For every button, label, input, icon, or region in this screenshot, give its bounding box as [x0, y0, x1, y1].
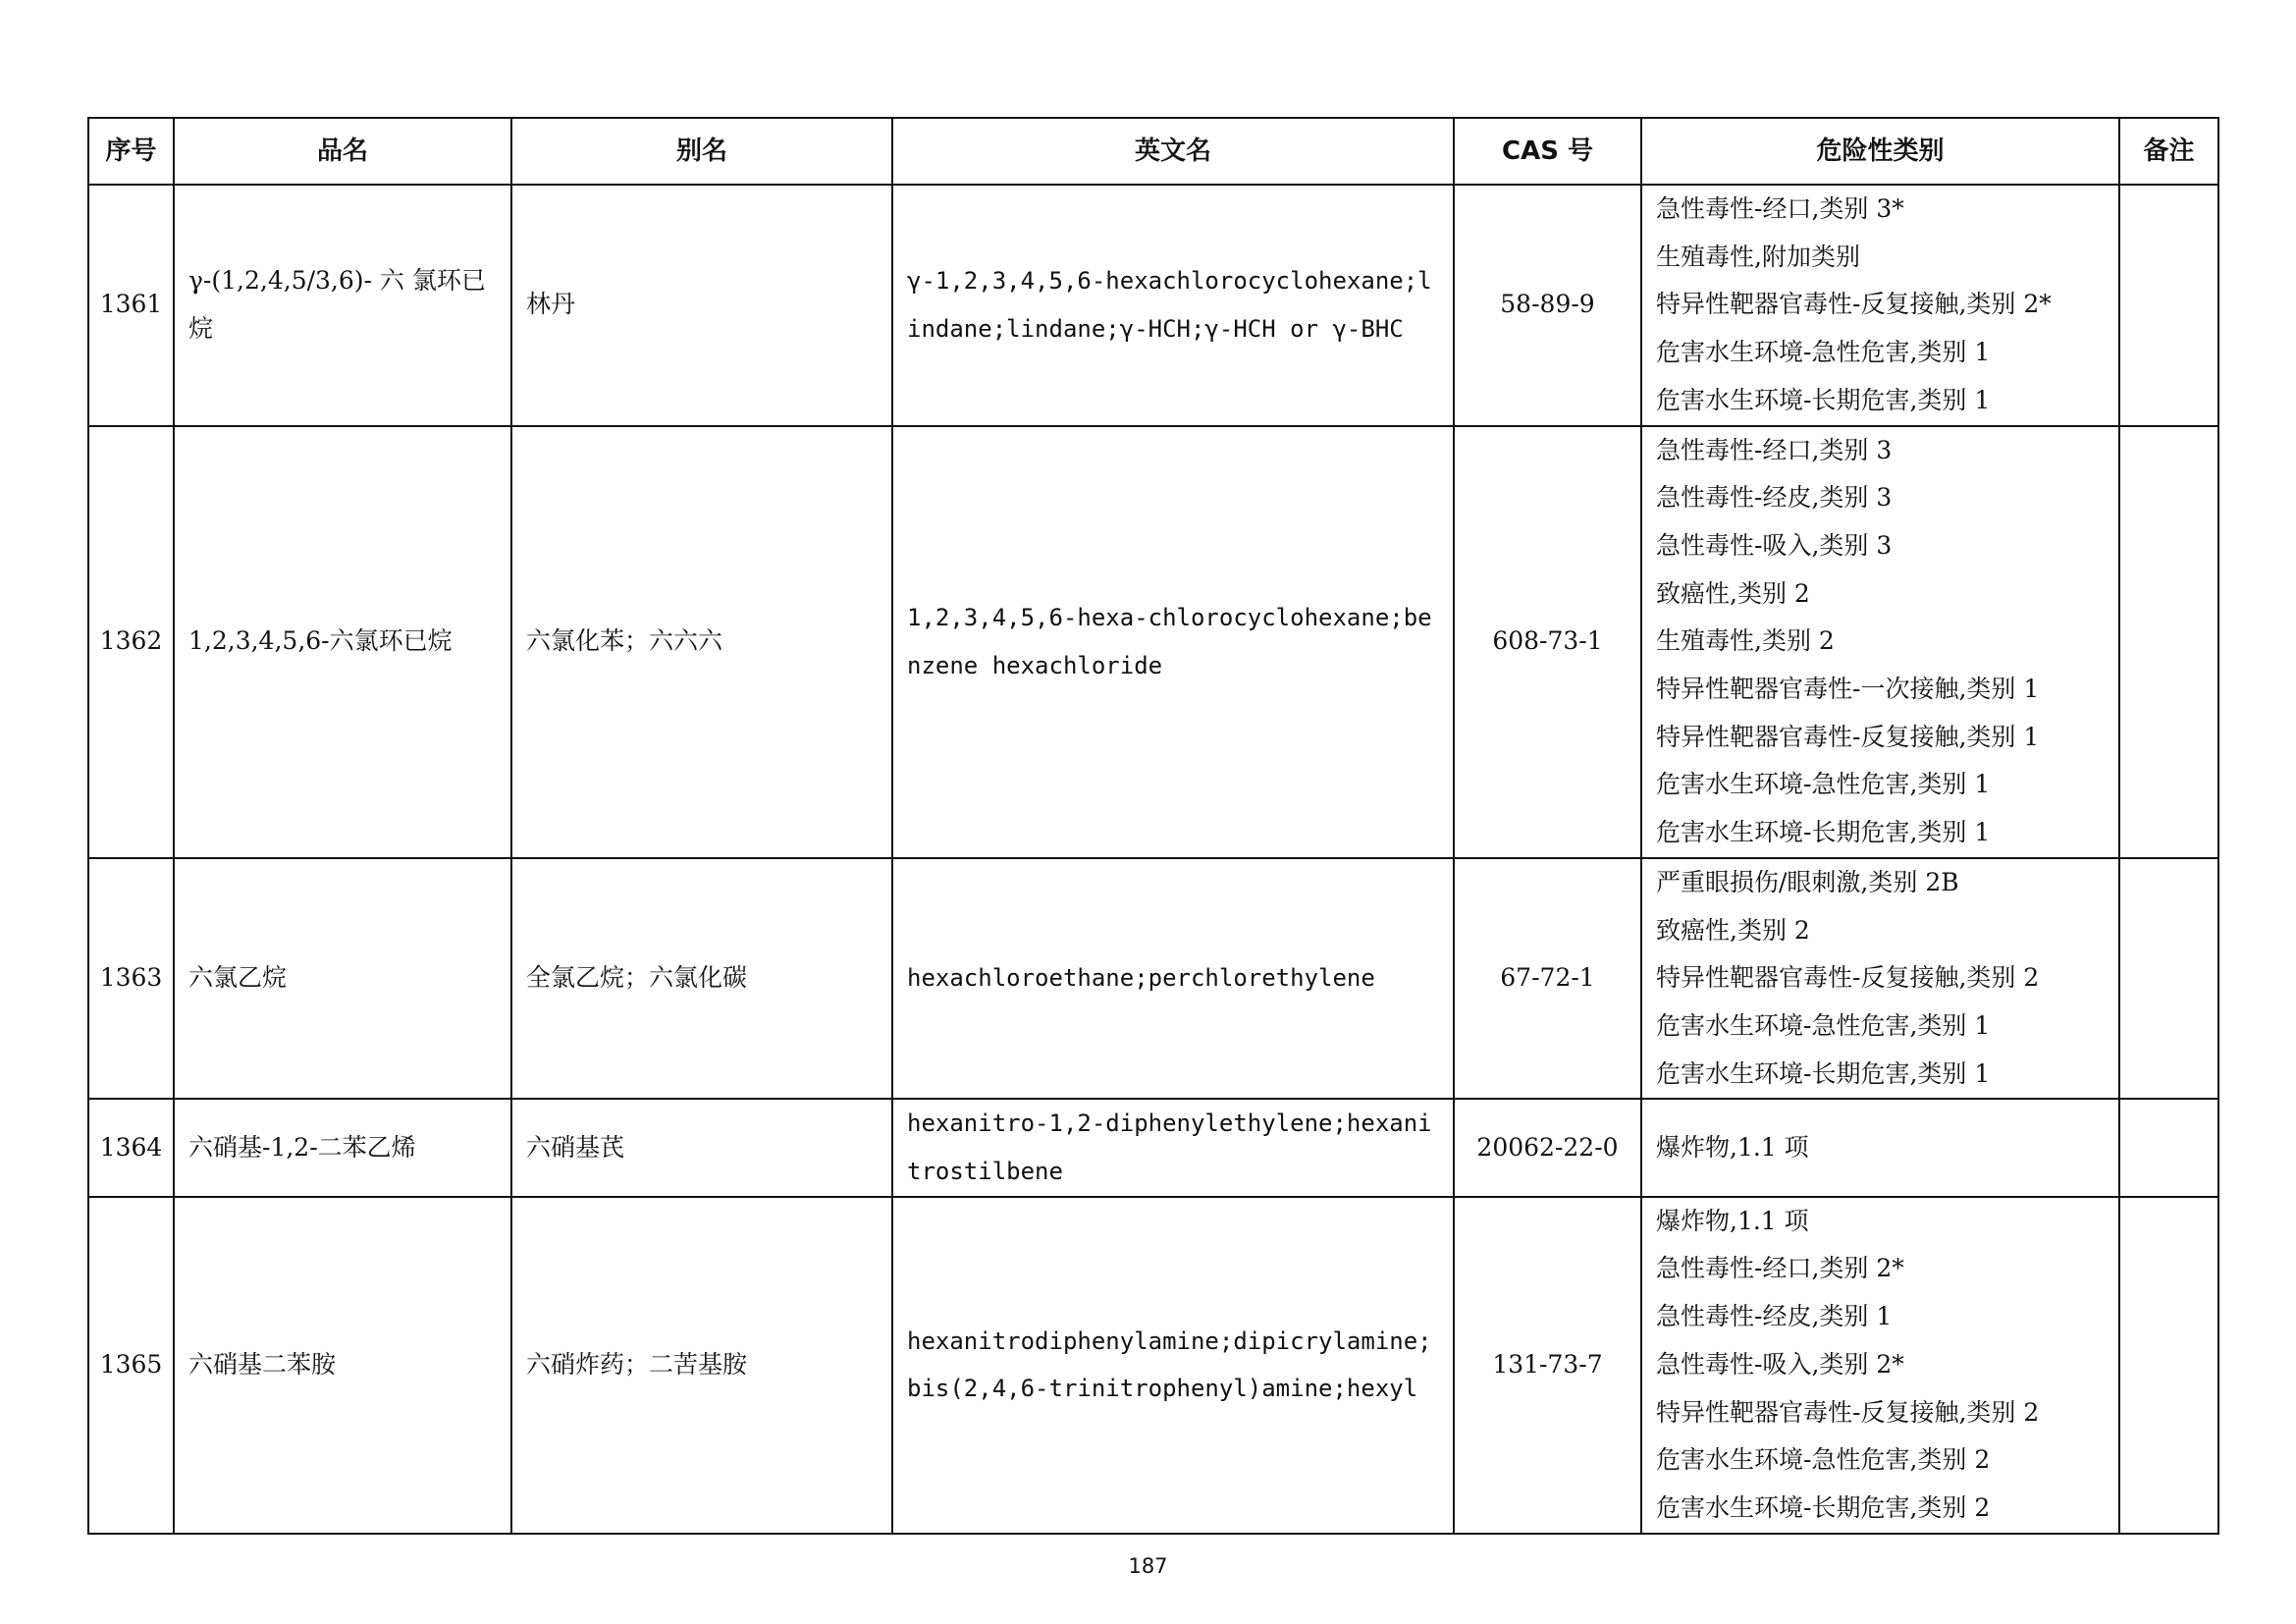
hazard-item: 爆炸物,1.1 项: [1656, 1132, 1809, 1162]
hazard-item: 急性毒性-经皮,类别 3: [1656, 483, 1893, 513]
hazard-item: 危害水生环境-长期危害,类别 2: [1656, 1492, 1991, 1522]
row-name: 1,2,3,4,5,6-六氯环已烷: [174, 426, 511, 858]
row-cas: 608-73-1: [1454, 426, 1641, 858]
hazard-item: 危害水生环境-急性危害,类别 1: [1656, 1010, 1991, 1040]
row-name: 六氯乙烷: [174, 858, 511, 1100]
header-alias: 别名: [511, 118, 892, 185]
hazard-item: 急性毒性-经皮,类别 1: [1656, 1302, 1893, 1331]
row-name: γ-(1,2,4,5/3,6)- 六 氯环已烷: [174, 185, 511, 426]
hazard-item: 特异性靶器官毒性-反复接触,类别 2: [1656, 1397, 2040, 1427]
hazard-item: 急性毒性-经口,类别 2*: [1656, 1254, 1904, 1283]
hazard-item: 生殖毒性,类别 2: [1656, 626, 1835, 656]
header-english-name: 英文名: [892, 118, 1454, 185]
hazard-item: 致癌性,类别 2: [1656, 578, 1810, 608]
hazard-item: 急性毒性-经口,类别 3*: [1656, 194, 1904, 223]
row-seq: 1362: [88, 426, 174, 858]
hazard-item: 急性毒性-吸入,类别 2*: [1656, 1349, 1904, 1379]
row-hazards: [1641, 1197, 2119, 1534]
hazard-item: 急性毒性-经口,类别 3: [1656, 435, 1893, 464]
row-alias: 六硝炸药；二苦基胺: [511, 1197, 892, 1534]
row-remark: [2119, 185, 2218, 426]
hazard-item: 危害水生环境-急性危害,类别 1: [1656, 338, 1991, 367]
row-alias: 全氯乙烷；六氯化碳: [511, 858, 892, 1100]
row-name: 六硝基-1,2-二苯乙烯: [174, 1099, 511, 1196]
hazard-item: 致癌性,类别 2: [1656, 915, 1810, 945]
hazard-item: 生殖毒性,附加类别: [1656, 242, 1860, 271]
hazard-item: 危害水生环境-长期危害,类别 1: [1656, 1058, 1991, 1088]
row-seq: 1361: [88, 185, 174, 426]
hazard-item: 急性毒性-吸入,类别 3: [1656, 530, 1893, 560]
hazard-item: 特异性靶器官毒性-反复接触,类别 1: [1656, 722, 2040, 751]
row-cas: 67-72-1: [1454, 858, 1641, 1100]
row-name: 六硝基二苯胺: [174, 1197, 511, 1534]
hazard-item: 特异性靶器官毒性-反复接触,类别 2: [1656, 963, 2040, 993]
hazardous-chemicals-table: [87, 117, 2219, 1535]
row-cas: 58-89-9: [1454, 185, 1641, 426]
row-english-name: 1,2,3,4,5,6-hexa-chlorocyclohexane;benzene hexachloride: [892, 426, 1454, 858]
table-row: [88, 1099, 2218, 1196]
row-seq: 1364: [88, 1099, 174, 1196]
row-hazards: [1641, 426, 2119, 858]
row-remark: [2119, 1197, 2218, 1534]
hazard-item: 爆炸物,1.1 项: [1656, 1206, 1809, 1235]
row-english-name: hexanitrodiphenylamine;dipicrylamine;bis(2,4,6-trinitrophenyl)amine;hexyl: [892, 1197, 1454, 1534]
row-alias: 六氯化苯；六六六: [511, 426, 892, 858]
hazard-item: 危害水生环境-急性危害,类别 1: [1656, 770, 1991, 799]
row-remark: [2119, 858, 2218, 1100]
table-row: [88, 1197, 2218, 1534]
header-seq: 序号: [88, 118, 174, 185]
row-remark: [2119, 426, 2218, 858]
header-name: 品名: [174, 118, 511, 185]
hazard-item: 危害水生环境-长期危害,类别 1: [1656, 385, 1991, 414]
row-remark: [2119, 1099, 2218, 1196]
header-remark: 备注: [2119, 118, 2218, 185]
row-cas: 131-73-7: [1454, 1197, 1641, 1534]
header-hazard-category: 危险性类别: [1641, 118, 2119, 185]
page-number: 187: [1128, 1554, 1168, 1578]
row-english-name: hexachloroethane;perchlorethylene: [892, 858, 1454, 1100]
row-cas: 20062-22-0: [1454, 1099, 1641, 1196]
header-cas: CAS 号: [1454, 118, 1641, 185]
row-english-name: γ-1,2,3,4,5,6-hexachlorocyclohexane;lindane;lindane;γ-HCH;γ-HCH or γ-BHC: [892, 185, 1454, 426]
row-english-name: hexanitro-1,2-diphenylethylene;hexanitrostilbene: [892, 1099, 1454, 1196]
hazard-item: 特异性靶器官毒性-一次接触,类别 1: [1656, 675, 2040, 704]
row-hazards: [1641, 185, 2119, 426]
row-seq: 1363: [88, 858, 174, 1100]
row-hazards: [1641, 1099, 2119, 1196]
table-row: [88, 426, 2218, 858]
hazard-item: 严重眼损伤/眼刺激,类别 2B: [1656, 867, 1959, 896]
hazard-item: 危害水生环境-急性危害,类别 2: [1656, 1445, 1991, 1475]
hazard-item: 特异性靶器官毒性-反复接触,类别 2*: [1656, 290, 2052, 319]
row-hazards: [1641, 858, 2119, 1100]
table-header-row: [88, 118, 2218, 185]
table-row: [88, 858, 2218, 1100]
row-seq: 1365: [88, 1197, 174, 1534]
row-alias: 六硝基芪: [511, 1099, 892, 1196]
hazard-item: 危害水生环境-长期危害,类别 1: [1656, 818, 1991, 847]
table-row: [88, 185, 2218, 426]
row-alias: 林丹: [511, 185, 892, 426]
